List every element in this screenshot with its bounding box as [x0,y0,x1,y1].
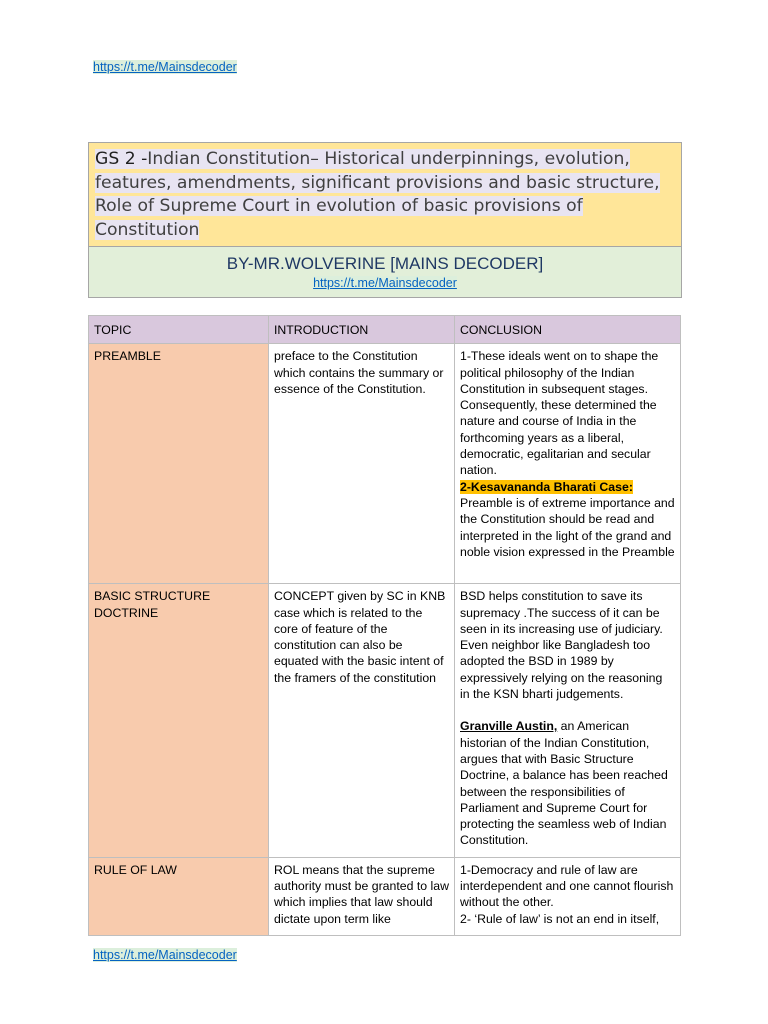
conclusion-cell [455,344,681,584]
topics-table [88,315,681,936]
paragraph-gap [460,702,675,718]
byline-author: BY-MR.WOLVERINE [226,254,391,273]
column-header-conclusion: CONCLUSION [455,316,681,344]
introduction-cell: preface to the Constitution which contains the summary or essence of the Constitution. [269,344,455,584]
topic-cell: PREAMBLE [89,344,269,584]
author-name: Granville Austin, [460,719,558,734]
conclusion-cell [455,584,681,857]
byline [89,253,681,274]
byline-section [89,247,681,297]
title-box [88,142,682,298]
conclusion-text [460,718,675,848]
author-quote: an American historian of the Indian Constitution, argues that with Basic Structure Doctrine, a balance has been reached between the responsibilities of Parliament and Supreme Court for protecting the seamless web of Indian Constitution. [460,719,668,848]
conclusion-text: BSD helps constitution to save its supremacy .The success of it can be seen in its increasing use of judiciary. Even neighbor like Bangladesh too adopted the BSD in 1989 by expressively relying on the reasoning in the KSN bharti judgements. [460,589,663,702]
topic-cell: RULE OF LAW [89,857,269,935]
table-row [89,584,681,857]
telegram-link-byline[interactable]: https://t.me/Mainsdecoder [313,276,457,290]
conclusion-text: 2- ‘Rule of law’ is not an end in itself, [460,911,660,926]
conclusion-text: 1-These ideals went on to shape the political philosophy of the Indian Constitution in subsequent stages. Consequently, these determined the nature and course of India in the forthcoming years as a liberal, democratic, egalitarian and secular nation. [460,349,659,478]
byline-brand: [MAINS DECODER] [390,254,544,273]
conclusion-text: Preamble is of extreme importance and the Constitution should be read and interpreted in the light of the grand and noble vision expressed in the Preamble [460,495,675,559]
case-heading: 2-Kesavananda Bharati Case: [460,479,633,494]
conclusion-text: 1-Democracy and rule of law are interdependent and one cannot flourish without the other. [460,862,674,910]
conclusion-cell [455,857,681,935]
syllabus-text: Indian Constitution– Historical underpinnings, evolution, features, amendments, significant provisions and basic structure, Role of Supreme Court in evolution of basic provisions of Constitution [95,149,660,240]
column-header-introduction: INTRODUCTION [269,316,455,344]
telegram-link-bottom[interactable]: https://t.me/Mainsdecoder [93,948,237,962]
introduction-cell: ROL means that the supreme authority must be granted to law which implies that law should dictate upon term like [269,857,455,935]
gs-prefix: GS 2 - [95,149,148,169]
introduction-cell: CONCEPT given by SC in KNB case which is related to the core of feature of the constitution can also be equated with the basic intent of the framers of the constitution [269,584,455,857]
topic-cell: BASIC STRUCTURE DOCTRINE [89,584,269,857]
column-header-topic: TOPIC [89,316,269,344]
telegram-link-top[interactable]: https://t.me/Mainsdecoder [93,60,237,74]
table-row [89,344,681,584]
syllabus-title [89,143,681,247]
table-row [89,857,681,935]
table-header-row [89,316,681,344]
